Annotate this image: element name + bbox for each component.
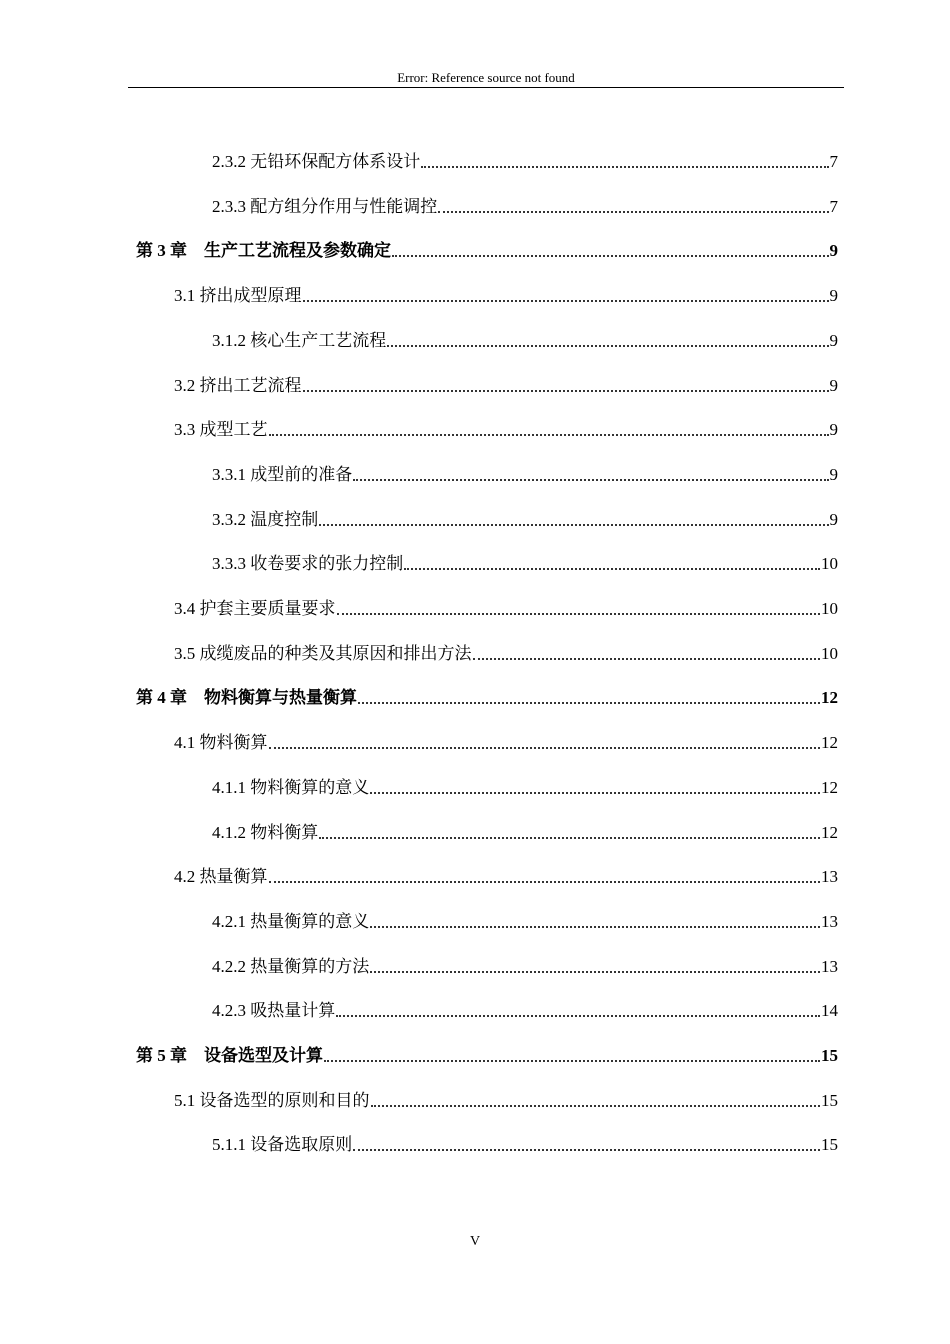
toc-chapter-entry[interactable]: [136, 239, 838, 263]
toc-dot-leader: [303, 390, 829, 392]
toc-entry-page: 15: [821, 1046, 838, 1065]
toc-dot-leader: [438, 211, 828, 213]
toc-entry[interactable]: [174, 418, 838, 442]
toc-entry-page: 9: [829, 509, 838, 529]
toc-entry-page: 13: [821, 956, 838, 976]
toc-entry-title: 4.2.3 吸热量计算: [212, 1001, 336, 1021]
toc-entry-page: 15: [821, 1135, 838, 1155]
toc-entry-page: 9: [829, 330, 838, 350]
toc-entry-title: 2.3.3 配方组分作用与性能调控: [212, 196, 438, 216]
toc-entry-page: 7: [829, 196, 838, 216]
toc-entry-title: 3.3.1 成型前的准备: [212, 464, 353, 484]
toc-entry-page: 10: [821, 554, 838, 574]
toc-entry[interactable]: [174, 642, 838, 666]
toc-dot-leader: [319, 524, 828, 526]
toc-entry-title: 3.2 挤出工艺流程: [174, 375, 302, 395]
toc-entry-page: 9: [829, 375, 838, 395]
toc-dot-leader: [319, 837, 820, 839]
toc-entry-title: 4.1 物料衡算: [174, 733, 268, 753]
toc-entry-page: 12: [821, 822, 838, 842]
toc-entry-title: 5.1 设备选型的原则和目的: [174, 1090, 370, 1110]
toc-entry-page: 12: [821, 733, 838, 753]
toc-entry-page: 9: [829, 286, 838, 306]
toc-entry-title: 2.3.2 无铅环保配方体系设计: [212, 152, 421, 171]
toc-dot-leader: [336, 1015, 820, 1017]
toc-entry-page: 9: [829, 420, 838, 440]
toc-entry-title: 4.2.1 热量衡算的意义: [212, 911, 370, 931]
toc-entry[interactable]: [212, 508, 838, 532]
toc-entry[interactable]: [212, 552, 838, 576]
toc-entry[interactable]: [174, 865, 838, 889]
toc-entry-page: 13: [821, 867, 838, 887]
toc-dot-leader: [269, 747, 821, 749]
toc-entry-title: 3.1 挤出成型原理: [174, 286, 302, 306]
toc-entry-page: 9: [829, 464, 838, 484]
toc-dot-leader: [370, 971, 820, 973]
toc-dot-leader: [371, 1105, 821, 1107]
toc-entry-page: 10: [821, 599, 838, 618]
toc-entry[interactable]: [212, 910, 838, 934]
toc-dot-leader: [303, 300, 829, 302]
toc-entry-title: 第 5 章 设备选型及计算: [136, 1046, 323, 1065]
toc-entry-title: 3.4 护套主要质量要求: [174, 599, 336, 618]
toc-entry-page: 7: [829, 152, 838, 171]
toc-entry-title: 4.1.1 物料衡算的意义: [212, 777, 370, 797]
toc-dot-leader: [392, 255, 829, 257]
toc-entry[interactable]: [174, 374, 838, 398]
toc-entry-title: 4.2.2 热量衡算的方法: [212, 956, 370, 976]
toc-dot-leader: [358, 702, 820, 704]
toc-entry-title: 3.3.2 温度控制: [212, 509, 319, 529]
toc-dot-leader: [473, 658, 821, 660]
toc-entry[interactable]: [212, 955, 838, 979]
toc-entry[interactable]: [212, 329, 838, 353]
toc-entry-title: 5.1.1 设备选取原则: [212, 1135, 353, 1155]
header-rule: [128, 87, 844, 88]
toc-dot-leader: [387, 345, 828, 347]
toc-entry-title: 4.2 热量衡算: [174, 867, 268, 887]
toc-entry-page: 12: [821, 777, 838, 797]
toc-entry-title: 3.3 成型工艺: [174, 420, 268, 440]
toc-entry-title: 3.3.3 收卷要求的张力控制: [212, 554, 404, 574]
toc-chapter-entry[interactable]: [136, 686, 838, 710]
toc-entry[interactable]: [174, 1089, 838, 1113]
page-header: Error: Reference source not found: [397, 70, 575, 85]
toc-entry-page: 13: [821, 911, 838, 931]
toc-dot-leader: [421, 166, 828, 168]
toc-entry[interactable]: [212, 821, 838, 845]
toc-entry[interactable]: [212, 776, 838, 800]
toc-dot-leader: [337, 613, 821, 615]
toc-chapter-entry[interactable]: [136, 1044, 838, 1068]
toc-entry-title: 第 4 章 物料衡算与热量衡算: [136, 688, 357, 708]
toc-dot-leader: [324, 1060, 820, 1062]
toc-dot-leader: [269, 434, 829, 436]
toc-dot-leader: [269, 881, 821, 883]
toc-entry-page: 15: [821, 1090, 838, 1110]
toc-dot-leader: [370, 926, 820, 928]
toc-entry[interactable]: [174, 597, 838, 621]
toc-entry-title: 4.1.2 物料衡算: [212, 822, 319, 842]
toc-entry[interactable]: [212, 463, 838, 487]
toc-entry[interactable]: [212, 999, 838, 1023]
page-number: V: [469, 1234, 481, 1249]
toc-entry[interactable]: [212, 195, 838, 219]
toc-entry[interactable]: [212, 150, 838, 174]
toc-entry-page: 9: [829, 241, 838, 261]
toc-entry-title: 3.1.2 核心生产工艺流程: [212, 330, 387, 350]
toc-entry-title: 第 3 章 生产工艺流程及参数确定: [136, 241, 391, 261]
toc-entry[interactable]: [174, 731, 838, 755]
toc-entry[interactable]: [212, 1133, 838, 1157]
toc-entry-page: 10: [821, 643, 838, 663]
toc-dot-leader: [353, 479, 828, 481]
toc-dot-leader: [404, 568, 820, 570]
toc-entry-page: 14: [821, 1001, 838, 1021]
toc-entry-title: 3.5 成缆废品的种类及其原因和排出方法: [174, 643, 472, 663]
toc-entry[interactable]: [174, 284, 838, 308]
toc-entry-page: 12: [821, 688, 838, 708]
toc-dot-leader: [370, 792, 820, 794]
toc-dot-leader: [353, 1149, 820, 1151]
